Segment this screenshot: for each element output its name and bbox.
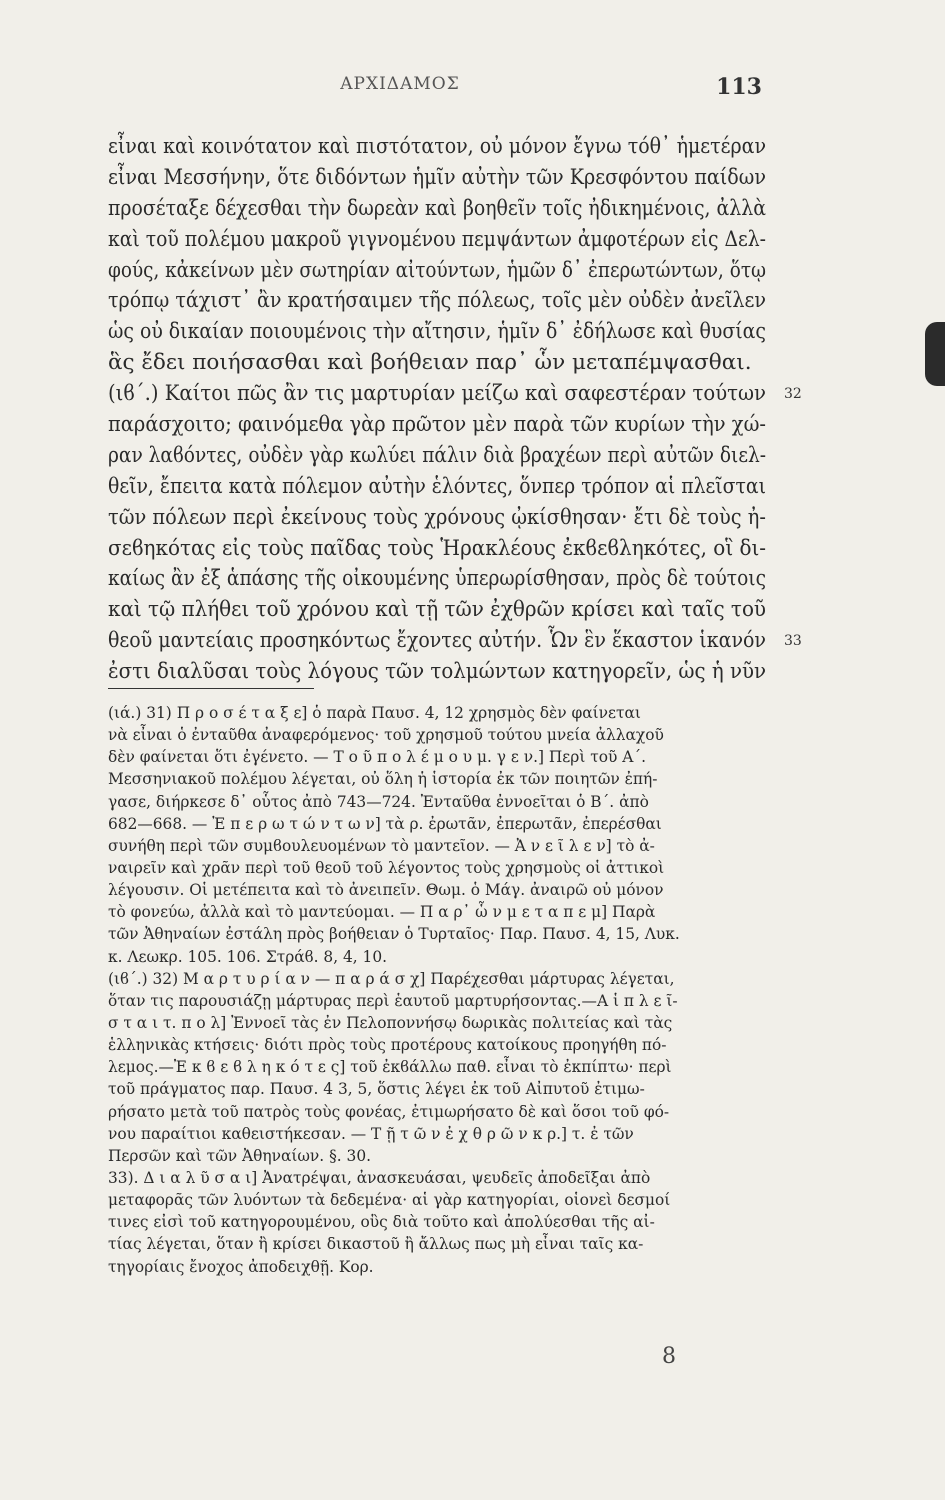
footnote-line: τινες εἰσὶ τοῦ κατηγορουμένου, οὓς διὰ τοῦτο καὶ ἀπολύεσθαι τῆς αἰ- [108, 1213, 655, 1232]
footnote-line: τίας λέγεται, ὅταν ἢ κρίσει δικαστοῦ ἢ ἄλλως πως μὴ εἶναι ταῖς κα- [108, 1235, 644, 1254]
text-line-content: τῶν πόλεων περὶ ἐκείνους τοὺς χρόνους ᾠκίσθησαν· ἔτι δὲ τοὺς ἠ- [108, 504, 766, 530]
running-title: ΑΡΧΙΔΑΜΟΣ [340, 74, 460, 94]
footnote-line: λεμος.—Ἐ κ ϐ ε ϐ λ η κ ό τ ε ς] τοῦ ἐκϐάλλω παθ. εἶναι τὸ ἐκπίπτω· περὶ [108, 1058, 672, 1077]
footnote-line: μεταφορᾶς τῶν λυόντων τὰ δεδεμένα· αἱ γὰρ κατηγορίαι, οἱονεὶ δεσμοί [108, 1191, 671, 1210]
text-line [108, 472, 766, 503]
footnote-line: συνήθη περὶ τῶν συμϐουλευομένων τὸ μαντεῖον. — Ἀ ν ε ῖ λ ε ν] τὸ ἀ- [108, 836, 655, 855]
text-line [108, 564, 766, 595]
text-line [108, 534, 766, 565]
text-line [108, 626, 802, 657]
page-number: 113 [716, 74, 762, 100]
text-line-content: σεϐηκότας εἰς τοὺς παῖδας τοὺς Ἡρακλέους ἐκϐεϐληκότες, οἳ δι- [108, 535, 767, 561]
footnote-line: τῶν Ἀθηναίων ἐστάλη πρὸς βοήθειαν ὁ Τυρταῖος· Παρ. Παυσ. 4, 15, Λυκ. [108, 925, 680, 944]
text-line-content: παράσχοιτο; φαινόμεθα γὰρ πρῶτον μὲν παρὰ τῶν κυρίων τὴν χώ- [108, 412, 766, 438]
footnote-line: νου παραίτιοι καθειστήκεσαν. — Τ ῇ τ ῶ ν ἐ χ θ ρ ῶ ν κ ρ.] τ. ἐ τῶν [108, 1124, 634, 1143]
footnote-line: ὅταν τις παρουσιάζῃ μάρτυρας περὶ ἑαυτοῦ μαρτυρήσοντας.—Α ἱ π λ ε ῖ- [108, 991, 678, 1010]
text-line [108, 132, 766, 163]
text-line-content: ἃς ἔδει ποιήσασθαι καὶ βοήθειαν παρ᾽ ὧν μεταπέμψασθαι. [108, 350, 752, 376]
text-line-content: ὡς οὐ δικαίαν ποιουμένοις τὴν αἴτησιν, ἡμῖν δ᾽ ἐδήλωσε καὶ θυσίας [108, 319, 767, 345]
text-line-content: εἶναι Μεσσήνην, ὅτε διδόντων ἡμῖν αὐτὴν τῶν Κρεσφόντου παίδων [108, 164, 766, 190]
footnotes-block [108, 702, 766, 1278]
text-line-content: ραν λαϐόντες, οὐδὲν γὰρ κωλύει πάλιν διὰ βραχέων περὶ αὐτῶν διελ- [108, 442, 766, 468]
footnote-line: νὰ εἶναι ὁ ἐνταῦθα ἀναφερόμενος· τοῦ χρησμοῦ τούτου μνεία ἀλλαχοῦ [108, 726, 664, 745]
main-text-block [108, 132, 802, 688]
text-line [108, 163, 766, 194]
footnote-line: δὲν φαίνεται ὅτι ἐγένετο. — Τ ο ῦ π ο λ έ μ ο υ μ. γ ε ν.] Περὶ τοῦ Α΄. [108, 748, 646, 767]
footnote-line: τηγορίαις ἔνοχος ἀποδειχθῇ. Κορ. [108, 1257, 374, 1276]
text-line-content: προσέταξε δέχεσθαι τὴν δωρεὰν καὶ βοηθεῖν τοῖς ἠδικημένοις, ἀλλὰ [108, 195, 767, 221]
footnote-line: Μεσσηνιακοῦ πολέμου λέγεται, οὐ ὅλη ἡ ἱστορία ἐκ τῶν ποιητῶν ἐπή- [108, 770, 658, 789]
text-line [108, 256, 766, 287]
footnote-line: κ. Λεωκρ. 105. 106. Στράϐ. 8, 4, 10. [108, 947, 388, 966]
text-line-content: φούς, κἀκείνων μὲν σωτηρίαν αἰτούντων, ἡμῶν δ᾽ ἐπερωτώντων, ὅτῳ [108, 257, 767, 283]
margin-section-number: 33 [784, 633, 802, 650]
footnote-line: τὸ φονεύω, ἀλλὰ καὶ τὸ μαντεύομαι. — Π α ρ᾽ ὧ ν μ ε τ α π ε μ] Παρὰ [108, 903, 656, 922]
text-line-content: (ιϐ΄.) Καίτοι πῶς ἂν τις μαρτυρίαν μείζω καὶ σαφεστέραν τούτων [108, 381, 766, 407]
text-line [108, 348, 766, 379]
text-line [108, 225, 766, 256]
text-line [108, 317, 766, 348]
text-line [108, 194, 766, 225]
text-line [108, 657, 766, 688]
footnote-line: γασε, διήρκεσε δ᾽ οὗτος ἀπὸ 743—724. Ἐνταῦθα ἐννοεῖται ὁ Β΄. ἀπὸ [108, 792, 649, 811]
text-line-content: θεῖν, ἔπειτα κατὰ πόλεμον αὐτὴν ἑλόντες, ὅνπερ τρόπον αἱ πλεῖσται [108, 473, 766, 499]
footnote-line: 682—668. — Ἐ π ε ρ ω τ ώ ν τ ω ν] τὰ ρ. ἐρωτᾶν, ἐπερωτᾶν, ἐπερέσθαι [108, 814, 662, 833]
footnote-separator-rule [108, 688, 314, 689]
text-line-content: καὶ τοῦ πολέμου μακροῦ γιγνομένου πεμψάντων ἀμφοτέρων εἰς Δελ- [108, 226, 767, 252]
footnote-line: τοῦ πράγματος παρ. Παυσ. 4 3, 5, ὅστις λέγει ἐκ τοῦ Αἰπυτοῦ ἐτιμω- [108, 1080, 645, 1099]
footnote-line: (ιά.) 31) Π ρ ο σ έ τ α ξ ε] ὁ παρὰ Παυσ. 4, 12 χρησμὸς δὲν φαίνεται [108, 704, 641, 722]
footnote-line: ναιρεῖν καὶ χρᾶν περὶ τοῦ θεοῦ τοῦ λέγοντος τοὺς χρησμοὺς οἱ ἀττικοὶ [108, 858, 665, 877]
text-line [108, 503, 766, 534]
margin-section-number: 32 [784, 386, 802, 403]
edge-ink-mark [925, 322, 945, 386]
page-header [0, 74, 945, 114]
text-line [108, 410, 766, 441]
text-line-content: καίως ἂν ἐξ ἁπάσης τῆς οἰκουμένης ὑπερωρίσθησαν, πρὸς δὲ τούτοις [108, 566, 766, 592]
signature-mark: 8 [662, 1344, 676, 1369]
footnote-line: σ τ α ι τ. π ο λ] Ἐννοεῖ τὰς ἐν Πελοποννήσῳ δωρικὰς πολιτείας καὶ τὰς [108, 1013, 673, 1032]
footnote-line: λέγουσιν. Οἱ μετέπειτα καὶ τὸ ἀνειπεῖν. Θωμ. ὁ Μάγ. ἀναιρῶ οὐ μόνον [108, 881, 664, 900]
text-line [108, 595, 766, 626]
footnote-line: (ιϐ΄.) 32) Μ α ρ τ υ ρ ί α ν — π α ρ ά σ χ] Παρέχεσθαι μάρτυρας λέγεται, [108, 969, 675, 988]
footnote-line: Περσῶν καὶ τῶν Ἀθηναίων. §. 30. [108, 1146, 372, 1165]
text-line [108, 441, 766, 472]
footnote-line: ρήσατο μετὰ τοῦ πατρὸς τοὺς φονέας, ἐτιμωρήσατο δὲ καὶ ὅσοι τοῦ φό- [108, 1102, 670, 1121]
footnote-line: ἑλληνικὰς κτήσεις· διότι πρὸς τοὺς προτέρους κατοίκους προηγήθη πό- [108, 1036, 667, 1055]
text-line [108, 286, 766, 317]
text-line [108, 379, 802, 410]
text-line-content: καὶ τῷ πλήθει τοῦ χρόνου καὶ τῇ τῶν ἐχθρῶν κρίσει καὶ ταῖς τοῦ [108, 597, 767, 623]
text-line-content: ἐστι διαλῦσαι τοὺς λόγους τῶν τολμώντων κατηγορεῖν, ὡς ἡ νῦν [108, 659, 767, 685]
text-line-content: θεοῦ μαντείαις προσηκόντως ἔχοντες αὐτήν. Ὧν ἓν ἕκαστον ἱκανόν [108, 628, 766, 654]
text-line-content: εἶναι καὶ κοινότατον καὶ πιστότατον, οὐ μόνον ἔγνω τόθ᾽ ἡμετέραν [108, 134, 767, 159]
text-line-content: τρόπῳ τάχιστ᾽ ἂν κρατήσαιμεν τῆς πόλεως, τοῖς μὲν οὐδὲν ἀνεῖλεν [108, 288, 766, 314]
footnote-line: 33). Δ ι α λ ῦ σ α ι] Ἀνατρέψαι, ἀνασκευάσαι, ψευδεῖς ἀποδεῖξαι ἀπὸ [108, 1168, 651, 1187]
